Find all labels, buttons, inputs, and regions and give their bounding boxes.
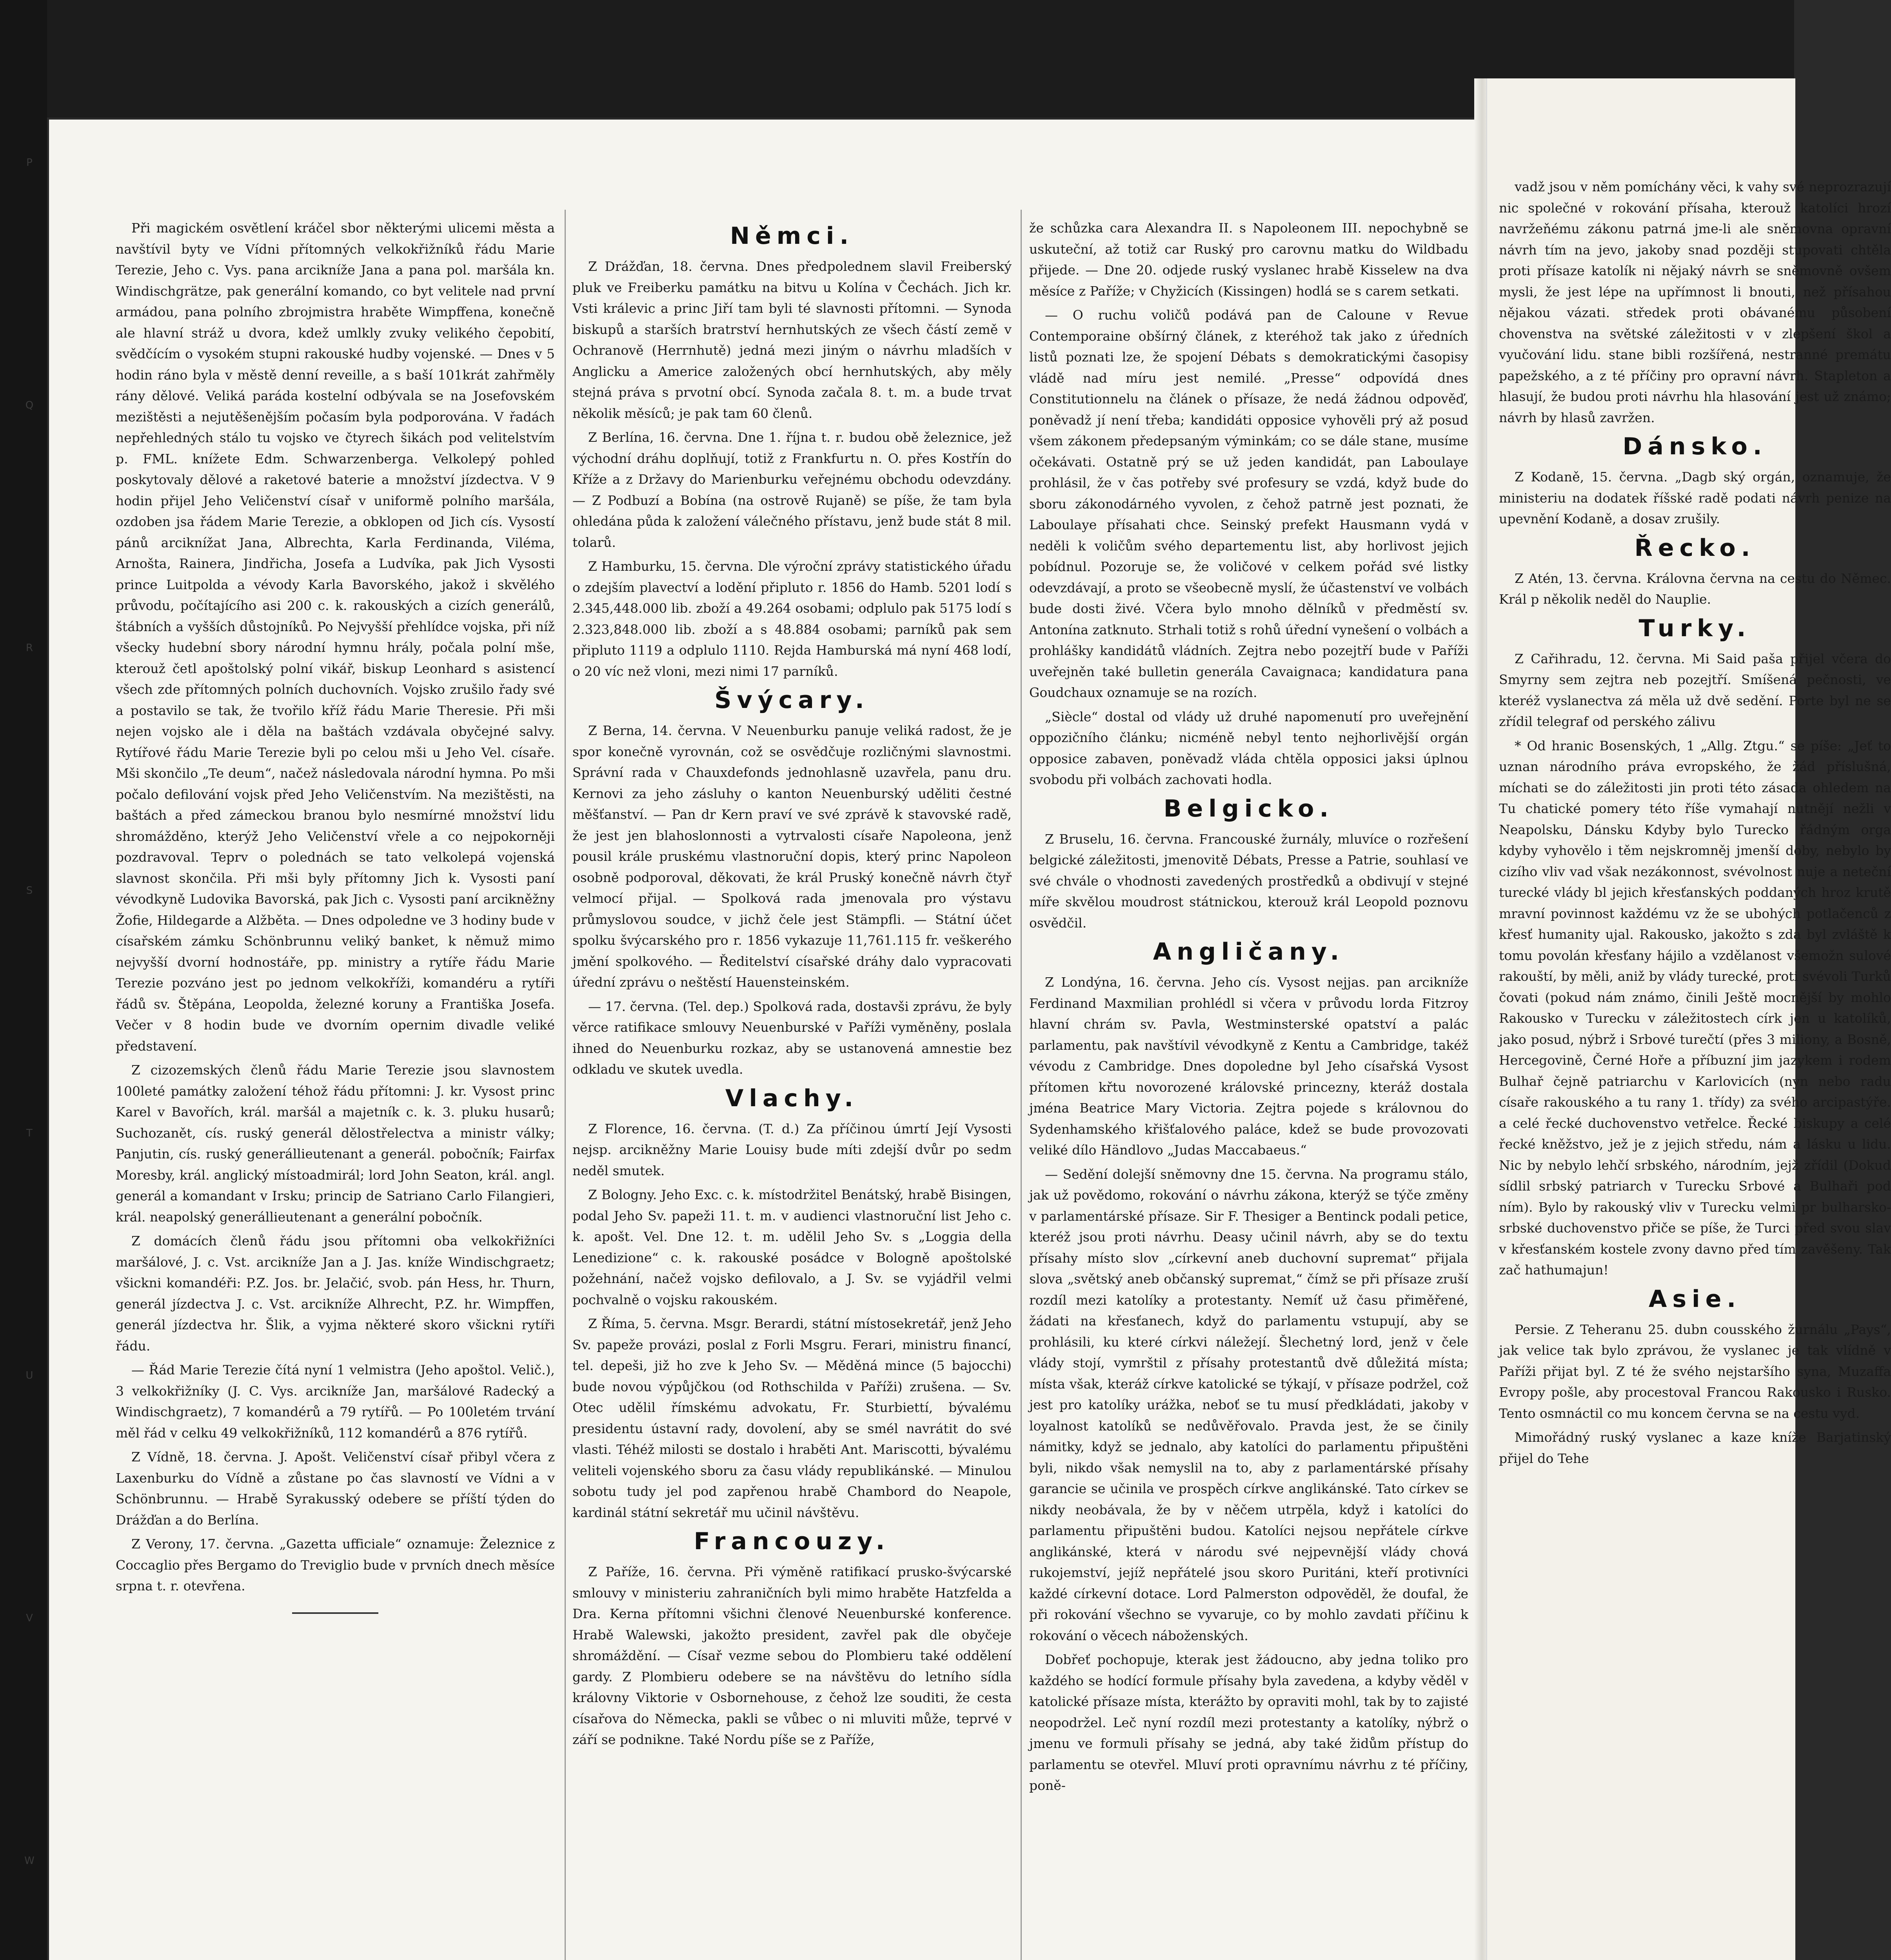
section-body-anglicany-cont — [1499, 176, 1891, 428]
article-paragraph: Z Atén, 13. června. Královna června na cestu do Němec. Král p několik neděl do Nauplie. — [1499, 570, 1891, 607]
ruler-letter: V — [26, 1612, 33, 1624]
article-paragraph: Z Vídně, 18. června. J. Apošt. Veličenství císař přibyl včera z Laxenburku do Vídně a zůstane po čas slavností ve Vídni a v Schönbrunnu. — Hrabě Syrakusský odebere se příští týden do Drážďan a do Berlína. — [116, 1449, 555, 1528]
article-paragraph: Z domácích členů řádu jsou přítomni oba velkokřižníci maršálové, J. c. Vst. arcikníže Jan a J. Jas. kníže Windischgraetz; všickni komandéři: P.Z. Jos. br. Jelačić, svob. pán Hess, hr. Thurn, generál jízdectva J. c. Vst. arcikníže Alhrecht, P.Z. hr. Wimpffen, generál jízdectva hr. Šlik, a vyjma některé skoro všickni rytíři řádu. — [116, 1233, 555, 1354]
article-paragraph: Z Londýna, 16. června. Jeho cís. Vysost nejjas. pan arcikníže Ferdinand Maxmilian prohlédl si včera v průvodu lorda Fitzroy hlavní chrám sv. Pavla, Westminsterské opatství a palác parlamentu, pak navštívil vévodkyně z Kentu a Cambridge, takéž vévodu z Cambridge. Dnes dopoledne byl Jeho císařská Vysost přítomen křtu novorozené královské princezny, kteráž dostala jména Beatrice Mary Victoria. Zejtra pojede s královnou do Sydenhamského křišťalového paláce, kdež se bude provozovati veliké dílo Händlovo „Judas Maccabaeus.“ — [1029, 975, 1468, 1158]
article-paragraph: Persie. Z Teheranu 25. dubn cousského žurnálu „Pays“, jak velice tak bylo zprávou, že vyslanec je tak vlídně v Paříži přijat byl. Z té že svého nejstaršího syna, Muzaffa Evropy pošle, aby procestoval Francou Rakousko i Rusko. Tento osmnáctil co mu koncem června se na cestu vyd. — [1499, 1321, 1891, 1421]
article-paragraph: Z Berlína, 16. června. Dne 1. října t. r. budou obě železnice, jež východní dráhu doplňují, totiž z Frankfurtu n. O. přes Kostřín do Kříže a z Državy do Marienburku veřejnému obchodu odevzdány. — Z Podbuzí a Bobína (na ostrově Rujaně) se píše, že tam byla ohledána půda k založení válečného přístavu, jenž bude stát 8 mil. tolarů. — [572, 430, 1012, 550]
article-paragraph: * Od hranic Bosenských, 1 „Allg. Ztgu.“ se píše: „Jeť to uznan národního práva evropského, že žád příslušná, míchati se do záležitosti jin proti této zásada ohledem na Tu chatické pomery této říše vymahají nutnějí nežli v Neapolsku, Dánsku Kdyby bylo Turecko řádným orga kdyby vyhovělo i těm nejskromněj jmenší doby, nebylo by cizího vliv vad však nezákonnost, svévolnost nuje a neteční turecké vlády bl jejich křesťanských poddaných hroz krutě mravní povinnost každému vz že se ubohých potlačenců z křesť humanity ujal. Rakousko, jakožto s zda byl zvláště k tomu povolán křesťany hájilo a vzdělanost všemožn sulové rakouští, by měli, aniž by vlády turecké, proti svévoli Turků čovati (pokud nám známo, činili Ještě mocnější by mohlo Rakousko v Turecku v záležitostech círk jen u katolíků, jako posud, nýbrž i Srbové turečtí (přes 3 miliony, a Bosně, Hercegovině, Černé Hoře a příbuzní jim jazykem i rodem Bulhař čejně patriarchu v Karlovicích (nyn nebo radu císaře rakouského a tu rany 1. třídy) za svého arcipastýře. a celé řecké duchovenstvo vetřelce. Řecké biskupy a celé řecké kněžstvo, jež je z jejich středu, nám a lásku u lidu. Nic by nebylo lehčí srbského, národním, jejž zřídil (Dokud sídlil srbský patriarch v Turecku Srbové a Bulhaři pod ním). Bylo by rakouský vliv v Turecku velmi pr bulharsko-srbské duchovenstvo přiče se píše, že Turci před svou slav v křesťanském kostele zvony davno před tím zavěšeny. Tak zač hathumajun! — [1499, 738, 1891, 1278]
section-body-belgicko — [1029, 829, 1468, 934]
section-body-vlachy — [572, 1118, 1012, 1523]
article-paragraph: — O ruchu voličů podává pan de Caloune v Revue Contemporaine obšírný článek, z kteréhož tak jako z úředních listů poznati lze, že spojení Débats s demokratickými časopisy vládě nad míru jest nemilé. „Presse“ odpovídá dnes Constitutionnelu na článek o přísaze, že nedá žádnou odpověď, poněvadž jí není třeba; kandidáti opposice vyhověli prý až posud všem zákonem předepsaným výminkám; co se dále stane, musíme očekávati. Ostatně prý se už jeden kandidát, pan Laboulaye prohlásil, že v čas potřeby své profesury se vzdá, když bude do sboru zákonodárného vyvolen, z čehož patrně jest poznati, že Laboulaye přísahati chce. Seinský prefekt Hausmann vydá v neděli k voličům svého departementu list, aby horlivost jejich pobídnul. Pozoruje se, že voličové v celkem pořád své listky odevzdávají, a proto se všeobecně myslí, že účastenství ve volbách bude dosti živé. Včera bylo mnoho dělníků v předměstí sv. Antonína zatknuto. Strhali totiž s rohů úřední vynešení o volbách a prohlášky kandidátů vládních. Zejtra nebo pozejtří bude v Paříži uveřejněn také bulletin generála Cavaignaca; kandidatura pana Goudchaux oznamuje se na rozích. — [1029, 307, 1468, 700]
column-3 — [1029, 218, 1468, 1960]
section-heading-recko: Řecko. — [1634, 534, 1756, 562]
section-body-asie — [1499, 1319, 1891, 1469]
article-paragraph: Z Berna, 14. června. V Neuenburku panuje veliká radost, že je spor konečně vyrovnán, což se osvědčuje rozličnými slavnostmi. Správní rada v Chauxdefonds jednohlasně uzavřela, panu dru. Kernovi za jeho zásluhy o kanton Neuenburský uděliti čestné měšťanství. — Pan dr Kern praví ve své zprávě k stavovské radě, že jest jen blahoslonnosti a vytrvalosti císaře Napoleona, jenž pousil krále pruskému vlastnoruční dopis, který princ Napoleon osobně podporoval, děkovati, že král Pruský konečně návrh čtyř velmocí přijal. — Spolková rada jmenovala pro výstavu průmyslovou soudce, v jichž čele jest Stämpfli. — Státní účet spolku švýcarského pro r. 1856 vykazuje 11,761.115 fr. veškerého jmění spolkového. — Ředitelství císařské dráhy dalo vypracovati úřední zprávu o neštěstí Hauensteinském. — [572, 723, 1012, 990]
section-body-nemci — [572, 256, 1012, 682]
newspaper-page-left — [49, 120, 1492, 1960]
article-paragraph: Mimořádný ruský vyslanec a kaze kníže Barjatinský přijel do Tehe — [1499, 1430, 1891, 1466]
section-heading-asie: Asie. — [1648, 1285, 1742, 1313]
article-paragraph: Z Cařihradu, 12. června. Mi Said paša přijel včera do Smyrny sem zejtra neb pozejtří. Smíšená pečnosti, ve kteréž vyslanectva zá měla už dvě sedění. Porte byl ne se zřídil telegraf od perského zálivu — [1499, 651, 1891, 729]
section-body-francouzy — [572, 1561, 1012, 1750]
article-paragraph: Z Kodaně, 15. června. „Dagb ský orgán, oznamuje, že ministeriu na dodatek říšské radě podati návrh penize na upevnění Kodaně, a dosav zrušily. — [1499, 469, 1891, 526]
section-heading-nemci: Němci. — [730, 222, 854, 250]
article-paragraph: Z Říma, 5. června. Msgr. Berardi, státní místosekretář, jenž Jeho Sv. papeže provázi, poslal z Forli Msgru. Ferari, ministru financí, tel. depeši, již ho zve k Jeho Sv. — Měděná mince (5 bajocchi) bude novou výpůjčkou (od Rothschilda v Paříži) zrušena. — Sv. Otec udělil římskému advokatu, Fr. Sturbiettí, bývalému presidentu ústavní rady, dovolení, aby se smél navrátit do své vlasti. Téhéž milosti se dostalo i hraběti Ant. Mariscotti, bývalému veliteli vojenského sboru za času vlády republikánské. — Minulou sobotu tudy jel pod zapřenou hrabě Chambord do Neapole, kardinál státní sekretář mu učinil návštěvu. — [572, 1316, 1012, 1520]
article-paragraph: — 17. června. (Tel. dep.) Spolková rada, dostavši zprávu, že byly věrce ratifikace smlouvy Neuenburské v Paříži vyměněny, poslala ihned do Neuenburku rozkaz, aby se ustanovená amnestie bez odkladu ve skutek uvedla. — [572, 998, 1012, 1077]
column-1 — [116, 218, 555, 1960]
section-body-recko — [1499, 568, 1891, 610]
article-paragraph: Z Drážďan, 18. června. Dnes předpolednem slavil Freiberský pluk ve Freiberku památku na bitvu u Kolína v Čechách. Jich kr. Vsti králevic a princ Jiří tam byli té slavnosti přítomni. — Synoda biskupů a starších bratrství hernhutských ze všech částí země v Ochranově (Herrnhutě) jedná mezi jiným o návrhu mladších v Anglicku a Americe založených obcí hernhutských, aby měly stejná práva s prvotní obcí. Synoda začala 8. t. m. a bude trvat několik měsíců; je pak tam 60 členů. — [572, 259, 1012, 421]
article-paragraph: Dobřeť pochopuje, kterak jest žádoucno, aby jedna toliko pro každého se hodící formule přísahy byla zavedena, a kdyby věděl v katolické přísaze místa, kterážto by opraviti mohl, tak by to zajisté neopodržel. Leč nyní rozdíl mezi protestanty a katolíky, nýbrž o jmenu ve formuli přísahy se jedná, aby také židům přístup do parlamentu se otevřel. Mluví proti opravnímu návrhu z té příčiny, poně- — [1029, 1652, 1468, 1793]
section-body-svycary — [572, 720, 1012, 1080]
article-paragraph: „Siècle“ dostal od vlády už druhé napomenutí pro uveřejnění oppozičního článku; nicméně nebyl tento nejhorlivější orgán opposice zabaven, poněvadž vláda chtěla opposici jaksi úplnou svobodu při volbách zachovati hodla. — [1029, 709, 1468, 787]
article-paragraph: vadž jsou v něm pomíchány věci, k vahy své neprozrazují nic společné v rokování přísaha, kterouž katolíci hrozí navržeňému zákonu patrná jme-li ale sněmovna opravní návrh tím na jevo, jakoby snad později stupovati chtěla proti přísaze katolík ni nějaký návrh se sněmovně ovšem mysli, že jest lépe na upřímnost li bnouti, než přísahou nějakou vázati. středek proti obávanému působení chovenstva na světské záležitosti v v zlepšení škol a vyučování lidu. stane bibli rozšířená, nestranné premátu papežského, a z té příčiny pro opravní návrh. Stapleton a hlasují, že budou proti návrhu hla hlasování jest už známo; návrh by hlasů zavržen. — [1499, 179, 1891, 425]
ruler-letter: T — [26, 1127, 33, 1139]
article-paragraph: Z Verony, 17. června. „Gazetta ufficiale“ oznamuje: Železnice z Coccaglio přes Bergamo do Treviglio bude v prvních dnech měsíce srpna t. r. otevřena. — [116, 1536, 555, 1593]
section-body-dansko — [1499, 466, 1891, 530]
section-heading-anglicany: Angličany. — [1153, 938, 1345, 965]
scanner-ruler — [16, 157, 43, 1960]
article-paragraph: Z Paříže, 16. června. Při výměně ratifikací prusko-švýcarské smlouvy v ministeriu zahraničních byli mimo hraběte Hatzfelda a Dra. Kerna přítomni všichni členové Neuenburské konference. Hrabě Walewski, jakožto president, zavřel pak dle obyčeje shromáždění. — Císař vezme sebou do Plombieru také oddělení gardy. Z Plombieru odebere se na návštěvu do letního sídla královny Viktorie v Osbornehouse, z čehož lze souditi, že cesta císařova do Německa, pakli se vůbec o ni mluviti může, teprvé v září se podnikne. Také Nordu píše se z Paříže, — [572, 1564, 1012, 1747]
article-paragraph: Při magickém osvětlení kráčel sbor některými ulicemi města a navštívil byty ve Vídni přítomných velkokřižníků řádu Marie Terezie, Jeho c. Vys. pana arcikníže Jana a pana pol. maršála kn. Windischgrätze, pak generální komando, co byt velitele nad první armádou, pana polního zbrojmistra hraběte Wimpffena, konečně ale hlavní stráž u dvora, kdež umlkly zvuky velikého čepobití, svědčícím o vysokém stupni rakouské hudby vojenské. — Dnes v 5 hodin ráno byla v městě denní reveille, a s baší 101krát zahřměly rány dělové. Veliká paráda kostelní odbývala se na Josefovském mezištěsti a nejutěšenějším počasím byla podporována. V řadách nepřehledných stálo tu vojsko ve čtyrech šikách pod velitelstvím p. FML. knížete Edm. Schwarzenberga. Velkolepý pohled poskytovaly dělové a raketové baterie a množství jízdectva. V 9 hodin přijel Jeho Veličenství císař v uniformě polního maršála, ozdoben jsa řádem Marie Terezie, a obklopen od Jich cís. Vysostí pánů arciknížat Jana, Albrechta, Karla Ferdinanda, Viléma, Arnošta, Rainera, Jindřicha, Josefa a Ludvíka, pak Jich Vysosti prince Luitpolda a vévody Karla Bavorského, jakož i skvělého průvodu, počítajícího asi 200 c. k. rakouských a cizích generálů, štábních a vyšších důstojníků. Po Nejvyšší přehlídce vojska, při níž všecky hudební sbory národní hymnu hrály, počala polní mše, kterouž četl apoštolský polní vikář, biskup Leonhard s asistencí všech zde přítomných polních duchovních. Vojsko zrušilo řady své a postavilo se tak, že tvořilo kříž řádu Marie Theresie. Při mši nejen vojsko ale i děla na baštách vzdávala obyčejné salvy. Rytířové řádu Marie Terezie byli po celou mši u Jeho Vel. císaře. Mši skončilo „Te deum“, načež následovala národní hymna. Po mši počalo defilování vojsk před Jeho Veličenstvím. Na mezištěsti, na baštách a před zámeckou branou bylo nesmírné množství lidu shromážděno, kterýž Jeho Veličenství vřele a co nejpokorněji pozdravoval. Teprv o polednách se tato velkolepá vojenská slavnost skončila. Při mši byly přítomny Jich k. Vysosti paní vévodkyně Ludovika Bavorská, pak Jich c. Vysosti paní arcikněžny Žofie, Hildegarde a Alžběta. — Dnes odpoledne ve 3 hodiny bude v císařském zámku Schönbrunnu veliký banket, k němuž mimo nejvyšší dvorní hodnostáře, pp. ministry a rytíře řádu Marie Terezie pozváno jest po jednom velkokříži, komandéru a rytíři řádů sv. Štěpána, Leopolda, železné koruny a Františka Josefa. Večer v 8 hodin bude ve dvorním opernim divadle veliké představení. — [116, 220, 555, 1054]
section-heading-vlachy: Vlachy. — [725, 1084, 859, 1112]
ruler-letter: R — [25, 642, 33, 654]
article-paragraph: Z cizozemských členů řádu Marie Terezie jsou slavnostem 100leté památky založení téhož řádu přítomni: J. kr. Vysost princ Karel v Bavořích, král. maršál a majetník c. k. 3. pluku husarů; Suchozanět, cís. ruský generál dělostřelectva a ministr války; Panjutin, cís. ruský generállieutenant a generál. pobočník; Fairfax Moresby, král. anglický místoadmirál; lord John Seaton, král. angl. generál a komandant v Irsku; princip de Satriano Carlo Filangieri, král. neapolský generállieutenant a generální pobočník. — [116, 1062, 555, 1225]
article-paragraph: — Řád Marie Terezie čítá nyní 1 velmistra (Jeho apoštol. Velič.), 3 velkokřižníky (J. C. Vys. arcikníže Jan, maršálové Radecký a Windischgraetz), 7 komandérů a 79 rytířů. — Po 100letém trvání měl řád v celku 49 velkokřižníků, 112 komandérů a 876 rytířů. — [116, 1362, 555, 1441]
article-paragraph: Z Bologny. Jeho Exc. c. k. místodržitel Benátský, hrabě Bisingen, podal Jeho Sv. papeži 11. t. m. v audienci vlastnoruční list Jeho c. k. apošt. Vel. Dne 12. t. m. udělil Jeho Sv. s „Loggia della Lenedizione“ c. k. rakouské posádce v Bologně apoštolské požehnání, načež vojsko defilovalo, a J. Sv. se vyjádřil velmi pochvalně o vojsku rakouském. — [572, 1187, 1012, 1307]
section-heading-svycary: Švýcary. — [714, 686, 870, 714]
ruler-letter: Q — [25, 399, 34, 411]
section-body-anglicany — [1029, 972, 1468, 1796]
article-paragraph: — Sedění dolejší sněmovny dne 15. června. Na programu stálo, jak už povědomo, rokování o návrhu zákona, kterýž se týče změny v parlamentárské přísaze. Sir F. Thesiger a Bentinck podali petice, kteréž jsou proti návrhu. Deasy učinil návrh, aby se do textu přísahy místo slov „církevní aneb duchovní supremat“ přijala slova „světský aneb občanský supremat,“ čímž se při přísaze zruší rozdíl mezi katolíky a protestanty. Nemíť už času přiměřené, žádati na křesťanech, když do parlamentu vstupují, aby se prohlásili, ku které církvi náležejí. Šlechetný lord, jenž v čele vlády stojí, vymrštil z přísahy protestantů dvě důležitá místa; místa však, kteráž církve katolické se týkají, v přísaze podržel, což jest pro katolíky urážka, neboť se tu musí předkládati, jakoby v loyalnost katolíků se nedůvěřovalo. Pravda jest, že se činily námitky, když se jednalo, aby katolíci do parlamentu připuštěni byli, nikdo však nemyslil na to, aby z parlamentárské přísahy garancie se učinila ve prospěch církve anglikánské. Tato církev se nikdy neobávala, že by v něčem utrpěla, když i katolíci do parlamentu připuštěni budou. Katolíci nejsou nepřátele církve anglikánské, která v národu své nejpevnější vlády chová rukojemství, jejíž nepřátelé jsou skoro Puritáni, kteří protivníci každé církevní dotace. Lord Palmerston odpověděl, že doufal, že při rokování všechno se vyvaruje, co by mohlo zavdati příčinu k rokování o věcech náboženských. — [1029, 1166, 1468, 1643]
section-heading-turky: Turky. — [1639, 614, 1751, 642]
article-paragraph: Z Bruselu, 16. června. Francouské žurnály, mluvíce o rozřešení belgické záležitosti, jmenovitě Débats, Presse a Patrie, souhlasí ve své chvále o vhodnosti zavedených prostředků a obdivují v stejné míře skvělou moudrost státnickou, kterouž král Leopold poznovu osvědčil. — [1029, 831, 1468, 931]
column-divider — [1021, 210, 1022, 1960]
article-paragraph: že schůzka cara Alexandra II. s Napoleonem III. nepochybně se uskuteční, až totiž car Ruský pro carovnu matku do Wildbadu přijede. — Dne 20. odjede ruský vyslanec hrabě Kisselew na dva měsíce z Paříže; v Chyžicích (Kissingen) hodlá se s carem setkati. — [1029, 220, 1468, 299]
column-2 — [572, 218, 1012, 1960]
ruler-letter: S — [26, 884, 33, 897]
section-heading-belgicko: Belgicko. — [1163, 795, 1334, 822]
ruler-letter: P — [26, 157, 33, 169]
column-right-partial — [1499, 176, 1891, 1960]
newspaper-page-right — [1486, 78, 1891, 1960]
column-divider — [565, 210, 566, 1960]
section-body-francouzy-cont — [1029, 218, 1468, 790]
section-heading-dansko: Dánsko. — [1622, 433, 1767, 460]
section-body-turky — [1499, 648, 1891, 1281]
section-heading-francouzy: Francouzy. — [694, 1528, 890, 1555]
end-rule — [292, 1612, 378, 1614]
article-paragraph: Z Hamburku, 15. června. Dle výroční zprávy statistického úřadu o zdejším plavectví a lodění připluto r. 1856 do Hamb. 5201 lodí s 2.345,448.000 lib. zboží a 49.264 osobami; odplulo pak 5175 lodí s 2.323,848.000 lib. zboží a s 48.884 osobami; parníků pak sem připluto 1119 a odplulo 1110. Rejda Hamburská má nyní 468 lodí, o 20 víc než vloni, mezi nimi 17 parníků. — [572, 559, 1012, 679]
ruler-letter: W — [24, 1855, 35, 1867]
ruler-letter: U — [25, 1370, 33, 1382]
article-paragraph: Z Florence, 16. června. (T. d.) Za příčinou úmrtí Její Vysosti nejsp. arcikněžny Marie Louisy bude míti zdejší dvůr po sedm neděl smutek. — [572, 1121, 1012, 1178]
